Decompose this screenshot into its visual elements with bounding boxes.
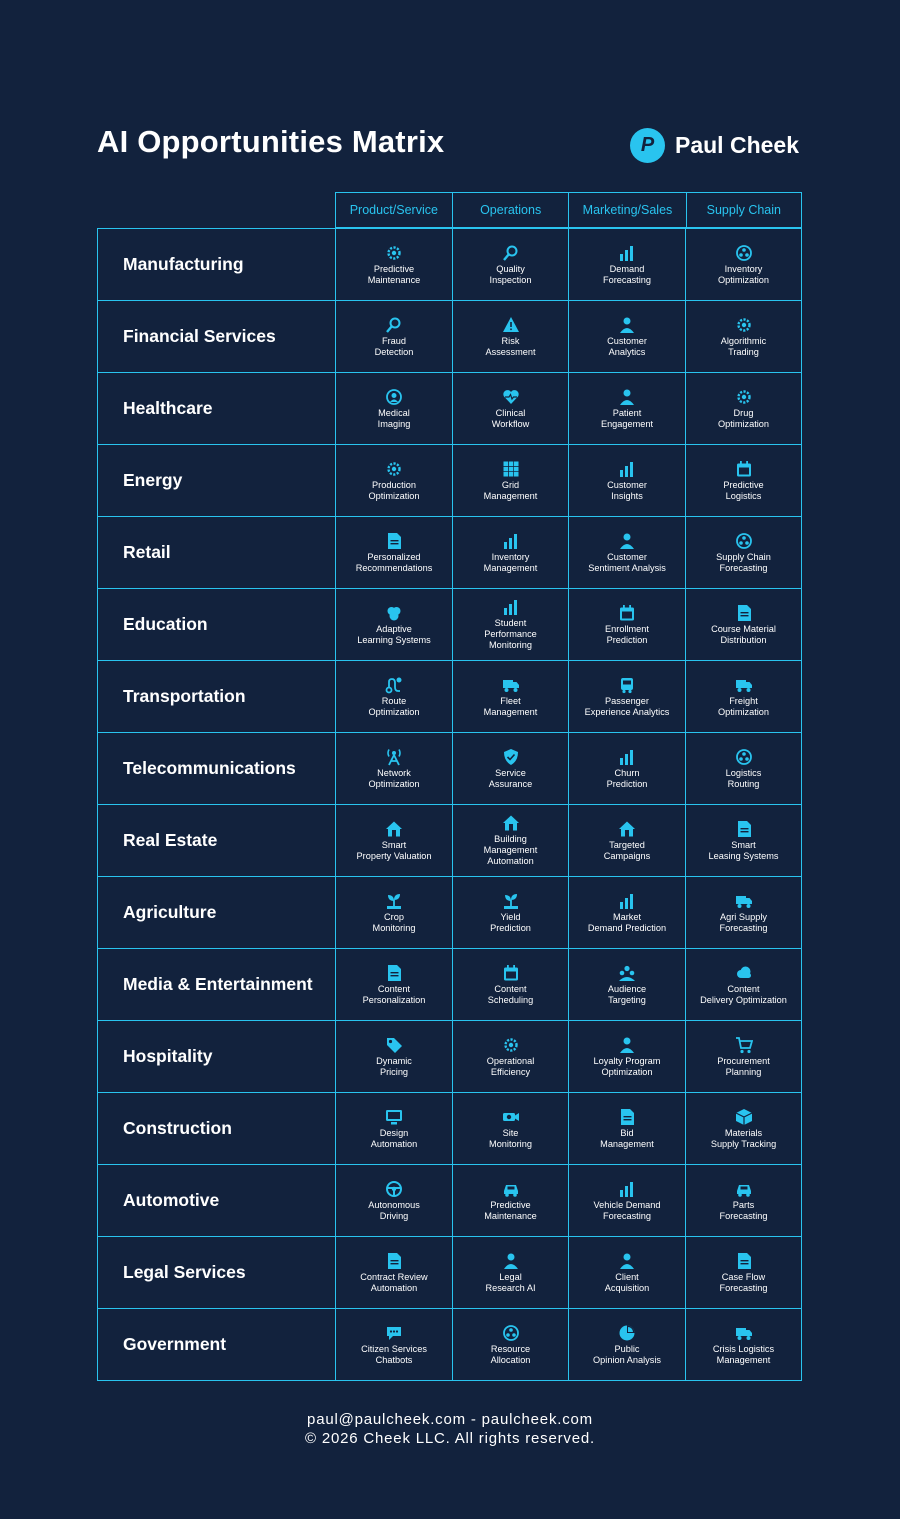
opportunity-cell-parts-forecasting xyxy=(686,1165,801,1236)
opportunity-cell-fleet-management xyxy=(453,661,569,732)
network-icon xyxy=(735,244,753,262)
document-icon xyxy=(618,1108,636,1126)
opportunity-cell-fraud-detection xyxy=(336,301,453,372)
footer-copyright: © 2026 Cheek LLC. All rights reserved. xyxy=(305,1430,595,1447)
matrix-row-media-and-entertainment xyxy=(98,949,802,1021)
truck-icon xyxy=(735,892,753,910)
opportunity-cell-legal-research-ai xyxy=(453,1237,569,1308)
opportunity-cell-churn-prediction xyxy=(569,733,686,804)
industry-label: Manufacturing xyxy=(98,229,336,300)
opportunity-cell-crop-monitoring xyxy=(336,877,453,948)
opportunity-cell-personalized-recommendations xyxy=(336,517,453,588)
opportunity-label: Demand Forecasting xyxy=(602,263,651,285)
opportunity-label: Inventory Optimization xyxy=(717,263,770,285)
opportunity-cell-inventory-management xyxy=(453,517,569,588)
opportunity-label: Bid Management xyxy=(600,1127,654,1149)
opportunity-label: Citizen Services Chatbots xyxy=(361,1343,427,1365)
opportunity-cell-predictive-maintenance xyxy=(453,1165,569,1236)
truck-icon xyxy=(502,676,520,694)
matrix-row-government xyxy=(98,1309,802,1381)
opportunity-label: Crisis Logistics Management xyxy=(712,1343,775,1365)
opportunity-cell-customer-analytics xyxy=(569,301,686,372)
column-header-supply-chain: Supply Chain xyxy=(687,192,802,228)
opportunity-cell-public-opinion-analysis xyxy=(569,1309,686,1380)
opportunity-cell-vehicle-demand-forecasting xyxy=(569,1165,686,1236)
user-icon xyxy=(502,1252,520,1270)
plant-icon xyxy=(385,892,403,910)
opportunity-cell-content-delivery-optimization xyxy=(686,949,801,1020)
opportunity-label: Content Scheduling xyxy=(487,983,534,1005)
gear-icon xyxy=(502,1036,520,1054)
document-icon xyxy=(385,532,403,550)
opportunity-cell-clinical-workflow xyxy=(453,373,569,444)
matrix-row-manufacturing xyxy=(98,228,802,301)
document-icon xyxy=(735,1252,753,1270)
antenna-icon xyxy=(385,748,403,766)
matrix-row-healthcare xyxy=(98,373,802,445)
document-icon xyxy=(735,820,753,838)
opportunity-cell-case-flow-forecasting xyxy=(686,1237,801,1308)
camera-icon xyxy=(502,1108,520,1126)
shield-icon xyxy=(502,748,520,766)
opportunity-label: Parts Forecasting xyxy=(719,1199,768,1221)
opportunity-cell-citizen-services-chatbots xyxy=(336,1309,453,1380)
opportunity-cell-content-scheduling xyxy=(453,949,569,1020)
opportunity-cell-enrollment-prediction xyxy=(569,589,686,660)
brand-name: Paul Cheek xyxy=(675,132,799,158)
footer-contact: paul@paulcheek.com - paulcheek.com xyxy=(307,1411,593,1428)
opportunity-cell-resource-allocation xyxy=(453,1309,569,1380)
opportunity-cell-course-material-distribution xyxy=(686,589,801,660)
column-header-product-service: Product/Service xyxy=(335,192,453,228)
user-icon xyxy=(618,1036,636,1054)
matrix-row-automotive xyxy=(98,1165,802,1237)
column-header-operations: Operations xyxy=(453,192,569,228)
opportunity-cell-student-performance-monitoring xyxy=(453,589,569,660)
industry-label: Transportation xyxy=(98,661,336,732)
truck-icon xyxy=(735,676,753,694)
bus-icon xyxy=(618,676,636,694)
opportunity-cell-market-demand-prediction xyxy=(569,877,686,948)
page-title: AI Opportunities Matrix xyxy=(97,124,445,159)
opportunity-cell-production-optimization xyxy=(336,445,453,516)
opportunity-label: Quality Inspection xyxy=(489,263,532,285)
grid-icon xyxy=(502,460,520,478)
opportunity-cell-risk-assessment xyxy=(453,301,569,372)
opportunity-cell-materials-supply-tracking xyxy=(686,1093,801,1164)
opportunity-cell-grid-management xyxy=(453,445,569,516)
brain-icon xyxy=(385,604,403,622)
bar-chart-icon xyxy=(618,748,636,766)
warning-icon xyxy=(502,316,520,334)
industry-label: Automotive xyxy=(98,1165,336,1236)
user-icon xyxy=(618,316,636,334)
plant-icon xyxy=(502,892,520,910)
matrix-row-real-estate xyxy=(98,805,802,877)
matrix-table xyxy=(97,192,802,1381)
user-icon xyxy=(618,1252,636,1270)
opportunity-cell-drug-optimization xyxy=(686,373,801,444)
calendar-icon xyxy=(502,964,520,982)
opportunity-cell-crisis-logistics-management xyxy=(686,1309,801,1380)
opportunity-label: Client Acquisition xyxy=(604,1271,650,1293)
opportunity-label: Personalized Recommendations xyxy=(355,551,433,573)
opportunity-cell-operational-efficiency xyxy=(453,1021,569,1092)
opportunity-label: Loyalty Program Optimization xyxy=(593,1055,661,1077)
user-icon xyxy=(618,388,636,406)
matrix-row-construction xyxy=(98,1093,802,1165)
opportunity-cell-autonomous-driving xyxy=(336,1165,453,1236)
opportunity-cell-bid-management xyxy=(569,1093,686,1164)
opportunity-label: Operational Efficiency xyxy=(486,1055,535,1077)
opportunity-cell-patient-engagement xyxy=(569,373,686,444)
opportunity-label: Autonomous Driving xyxy=(368,1199,420,1221)
chat-icon xyxy=(385,1324,403,1342)
opportunity-label: Targeted Campaigns xyxy=(603,839,651,861)
matrix-row-legal-services xyxy=(98,1237,802,1309)
opportunity-cell-targeted-campaigns xyxy=(569,805,686,876)
opportunity-label: Logistics Routing xyxy=(725,767,762,789)
matrix-row-financial-services xyxy=(98,301,802,373)
opportunity-cell-quality-inspection xyxy=(453,229,569,300)
opportunity-label: Course Material Distribution xyxy=(711,623,776,645)
industry-label: Hospitality xyxy=(98,1021,336,1092)
monitor-icon xyxy=(385,1108,403,1126)
opportunity-cell-network-optimization xyxy=(336,733,453,804)
document-icon xyxy=(735,604,753,622)
opportunity-cell-agri-supply-forecasting xyxy=(686,877,801,948)
column-header-marketing-sales: Marketing/Sales xyxy=(569,192,686,228)
gear-icon xyxy=(735,316,753,334)
matrix-row-energy xyxy=(98,445,802,517)
bar-chart-icon xyxy=(618,460,636,478)
opportunity-label: Procurement Planning xyxy=(717,1055,770,1077)
opportunity-label: Risk Assessment xyxy=(485,335,536,357)
opportunity-cell-contract-review-automation xyxy=(336,1237,453,1308)
industry-label: Construction xyxy=(98,1093,336,1164)
opportunity-label: Smart Leasing Systems xyxy=(708,839,779,861)
opportunity-label: Supply Chain Forecasting xyxy=(716,551,771,573)
opportunity-label: Fraud Detection xyxy=(374,335,414,357)
opportunity-label: Passenger Experience Analytics xyxy=(584,695,670,717)
opportunity-cell-customer-sentiment-analysis xyxy=(569,517,686,588)
users-icon xyxy=(618,964,636,982)
matrix-row-retail xyxy=(98,517,802,589)
opportunity-cell-client-acquisition xyxy=(569,1237,686,1308)
opportunity-label: Drug Optimization xyxy=(717,407,770,429)
industry-label: Media & Entertainment xyxy=(98,949,336,1020)
opportunity-label: Network Optimization xyxy=(368,767,420,789)
opportunity-label: Design Automation xyxy=(370,1127,418,1149)
magnifier-icon xyxy=(502,244,520,262)
opportunity-cell-demand-forecasting xyxy=(569,229,686,300)
opportunity-cell-yield-prediction xyxy=(453,877,569,948)
opportunity-cell-design-automation xyxy=(336,1093,453,1164)
cloud-icon xyxy=(735,964,753,982)
network-icon xyxy=(502,1324,520,1342)
industry-label: Education xyxy=(98,589,336,660)
gear-icon xyxy=(735,388,753,406)
opportunity-label: Resource Allocation xyxy=(490,1343,531,1365)
opportunity-cell-medical-imaging xyxy=(336,373,453,444)
industry-label: Retail xyxy=(98,517,336,588)
opportunity-label: Grid Management xyxy=(483,479,538,501)
gear-icon xyxy=(385,460,403,478)
network-icon xyxy=(735,532,753,550)
opportunity-label: Crop Monitoring xyxy=(372,911,416,933)
brand-logo: P xyxy=(630,128,665,163)
opportunity-label: Medical Imaging xyxy=(377,407,411,429)
opportunity-label: Churn Prediction xyxy=(606,767,648,789)
pie-chart-icon xyxy=(618,1324,636,1342)
opportunity-cell-freight-optimization xyxy=(686,661,801,732)
network-icon xyxy=(735,748,753,766)
industry-label: Energy xyxy=(98,445,336,516)
user-icon xyxy=(618,532,636,550)
opportunity-label: Legal Research AI xyxy=(485,1271,536,1293)
bar-chart-icon xyxy=(618,244,636,262)
header-spacer xyxy=(97,192,335,228)
opportunity-cell-smart-property-valuation xyxy=(336,805,453,876)
opportunity-cell-algorithmic-trading xyxy=(686,301,801,372)
opportunity-cell-predictive-logistics xyxy=(686,445,801,516)
industry-label: Telecommunications xyxy=(98,733,336,804)
opportunity-label: Clinical Workflow xyxy=(491,407,530,429)
industry-label: Legal Services xyxy=(98,1237,336,1308)
bar-chart-icon xyxy=(618,1180,636,1198)
document-icon xyxy=(385,964,403,982)
opportunity-cell-passenger-experience-analytics xyxy=(569,661,686,732)
opportunity-label: Production Optimization xyxy=(368,479,420,501)
header-row xyxy=(97,192,802,228)
tag-icon xyxy=(385,1036,403,1054)
matrix-row-education xyxy=(98,589,802,661)
opportunity-label: Content Personalization xyxy=(362,983,426,1005)
industry-label: Agriculture xyxy=(98,877,336,948)
car-icon xyxy=(735,1180,753,1198)
opportunity-label: Audience Targeting xyxy=(607,983,647,1005)
opportunity-cell-inventory-optimization xyxy=(686,229,801,300)
opportunity-label: Site Monitoring xyxy=(489,1127,532,1149)
opportunity-cell-content-personalization xyxy=(336,949,453,1020)
opportunity-cell-procurement-planning xyxy=(686,1021,801,1092)
opportunity-label: Student Performance Monitoring xyxy=(484,618,537,650)
industry-label: Financial Services xyxy=(98,301,336,372)
opportunity-cell-route-optimization xyxy=(336,661,453,732)
opportunity-label: Case Flow Forecasting xyxy=(719,1271,768,1293)
calendar-icon xyxy=(735,460,753,478)
opportunity-cell-audience-targeting xyxy=(569,949,686,1020)
cart-icon xyxy=(735,1036,753,1054)
matrix-row-agriculture xyxy=(98,877,802,949)
industry-label: Real Estate xyxy=(98,805,336,876)
bar-chart-icon xyxy=(502,532,520,550)
opportunity-cell-loyalty-program-optimization xyxy=(569,1021,686,1092)
opportunity-cell-adaptive-learning-systems xyxy=(336,589,453,660)
heart-icon xyxy=(502,388,520,406)
car-icon xyxy=(502,1180,520,1198)
footer xyxy=(0,1410,900,1448)
opportunity-label: Patient Engagement xyxy=(600,407,654,429)
route-icon xyxy=(385,676,403,694)
opportunity-cell-predictive-maintenance xyxy=(336,229,453,300)
opportunity-label: Content Delivery Optimization xyxy=(700,983,787,1005)
opportunity-cell-site-monitoring xyxy=(453,1093,569,1164)
truck-icon xyxy=(735,1324,753,1342)
opportunity-label: Fleet Management xyxy=(483,695,538,717)
opportunity-cell-logistics-routing xyxy=(686,733,801,804)
opportunity-cell-supply-chain-forecasting xyxy=(686,517,801,588)
matrix-rows xyxy=(97,228,802,1381)
opportunity-label: Customer Sentiment Analysis xyxy=(588,551,666,573)
house-icon xyxy=(385,820,403,838)
opportunity-cell-smart-leasing-systems xyxy=(686,805,801,876)
opportunity-label: Vehicle Demand Forecasting xyxy=(593,1199,661,1221)
opportunity-label: Market Demand Prediction xyxy=(587,911,667,933)
opportunity-label: Building Management Automation xyxy=(483,834,538,866)
calendar-icon xyxy=(618,604,636,622)
industry-label: Government xyxy=(98,1309,336,1380)
magnifier-icon xyxy=(385,316,403,334)
matrix-row-transportation xyxy=(98,661,802,733)
opportunity-label: Materials Supply Tracking xyxy=(710,1127,777,1149)
matrix-row-hospitality xyxy=(98,1021,802,1093)
opportunity-cell-service-assurance xyxy=(453,733,569,804)
gear-icon xyxy=(385,244,403,262)
opportunity-label: Customer Insights xyxy=(607,479,647,501)
opportunity-label: Algorithmic Trading xyxy=(720,335,767,357)
bar-chart-icon xyxy=(502,598,520,616)
opportunity-label: Enrollment Prediction xyxy=(605,623,649,645)
opportunity-label: Yield Prediction xyxy=(490,911,531,933)
house-icon xyxy=(502,814,520,832)
document-icon xyxy=(385,1252,403,1270)
opportunity-label: Dynamic Pricing xyxy=(376,1055,412,1077)
house-icon xyxy=(618,820,636,838)
opportunity-label: Customer Analytics xyxy=(607,335,647,357)
opportunity-label: Adaptive Learning Systems xyxy=(357,623,431,645)
opportunity-label: Smart Property Valuation xyxy=(356,839,432,861)
matrix-row-telecommunications xyxy=(98,733,802,805)
opportunity-label: Public Opinion Analysis xyxy=(593,1343,661,1365)
opportunity-cell-customer-insights xyxy=(569,445,686,516)
opportunity-label: Contract Review Automation xyxy=(360,1271,428,1293)
brand xyxy=(630,128,799,163)
opportunity-label: Freight Optimization xyxy=(717,695,770,717)
opportunity-label: Predictive Maintenance xyxy=(484,1199,537,1221)
opportunity-label: Inventory Management xyxy=(483,551,538,573)
opportunity-label: Predictive Maintenance xyxy=(367,263,421,285)
opportunity-cell-building-management-automation xyxy=(453,805,569,876)
steering-icon xyxy=(385,1180,403,1198)
scan-icon xyxy=(385,388,403,406)
bar-chart-icon xyxy=(618,892,636,910)
industry-label: Healthcare xyxy=(98,373,336,444)
opportunity-label: Service Assurance xyxy=(488,767,533,789)
opportunity-cell-dynamic-pricing xyxy=(336,1021,453,1092)
box-icon xyxy=(735,1108,753,1126)
opportunity-label: Route Optimization xyxy=(368,695,420,717)
opportunity-label: Agri Supply Forecasting xyxy=(719,911,768,933)
opportunity-label: Predictive Logistics xyxy=(723,479,764,501)
